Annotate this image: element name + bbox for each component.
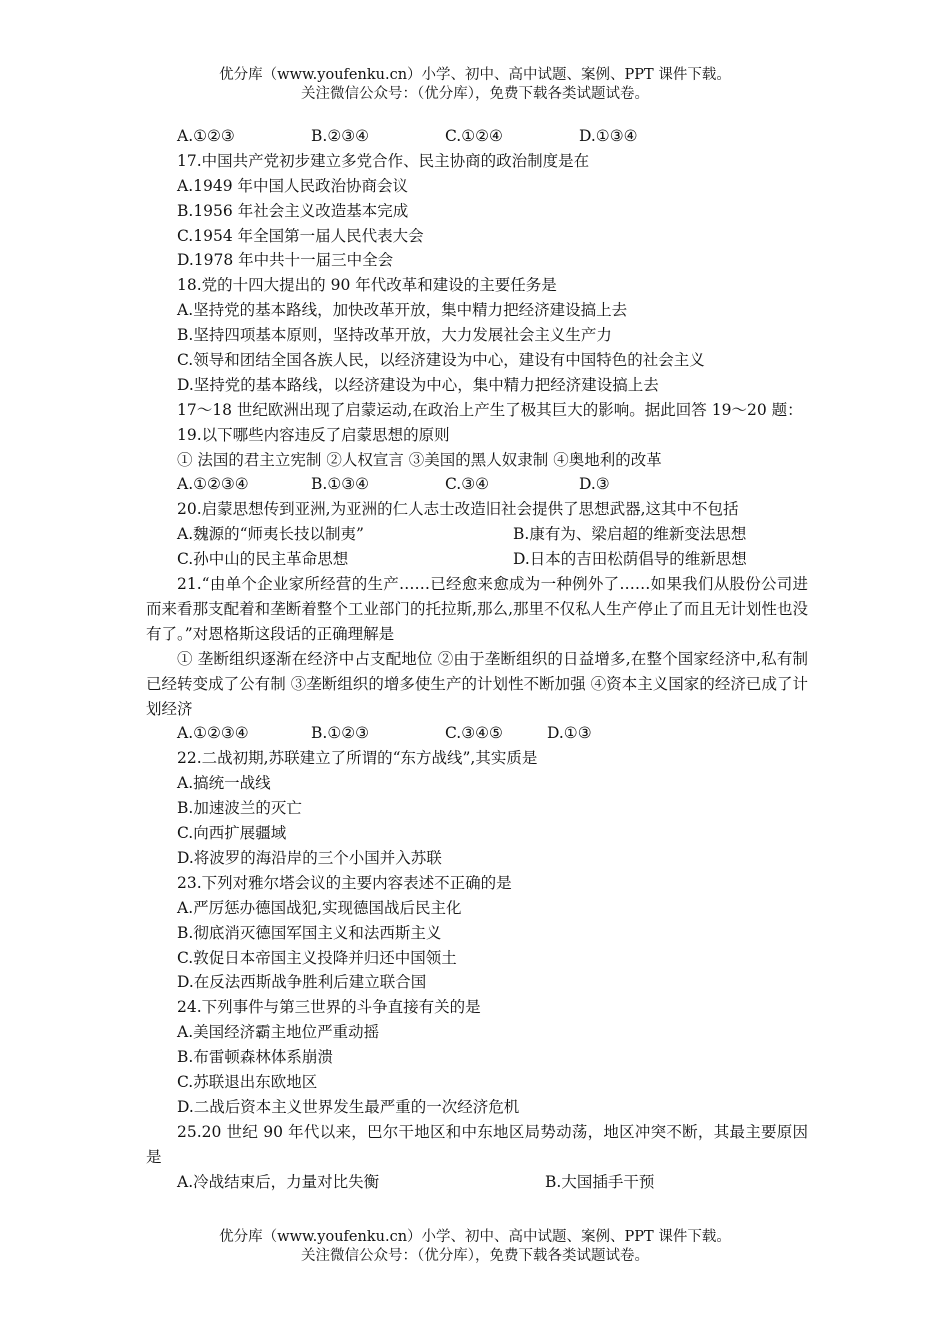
q16-options	[146, 124, 808, 149]
q25-option-b: B.大国插手干预	[545, 1172, 655, 1191]
q19-option-a: A.①②③④	[177, 475, 249, 494]
exam-content	[146, 124, 808, 1194]
header-line-1: 优分库（www.youfenku.cn）小学、初中、高中试题、案例、PPT 课件下载。	[219, 67, 731, 83]
q18-option-b: B.坚持四项基本原则，坚持改革开放，大力发展社会主义生产力	[177, 326, 612, 345]
q20-options-row-2	[146, 547, 808, 572]
q16-option-a: A.①②③	[177, 127, 235, 145]
q23-option-d: D.在反法西斯战争胜利后建立联合国	[177, 973, 427, 992]
q23-stem: 23.下列对雅尔塔会议的主要内容表述不正确的是	[177, 873, 512, 892]
q22-option-b: B.加速波兰的灭亡	[177, 799, 302, 818]
q19-option-b: B.①③④	[311, 475, 370, 494]
q21-options	[146, 721, 808, 746]
q24-option-a: A.美国经济霸主地位严重动摇	[177, 1023, 380, 1042]
q19-options	[146, 472, 808, 497]
q18-stem: 18.党的十四大提出的 90 年代改革和建设的主要任务是	[177, 276, 557, 295]
q25-option-a: A.冷战结束后，力量对比失衡	[177, 1172, 380, 1191]
q24-option-d: D.二战后资本主义世界发生最严重的一次经济危机	[177, 1097, 520, 1116]
q16-option-c: C.①②④	[445, 127, 503, 145]
q19-items: ① 法国的君主立宪制 ②人权宣言 ③美国的黑人奴隶制 ④奥地利的改革	[177, 450, 662, 469]
q19-option-d: D.③	[579, 475, 610, 494]
q20-option-b: B.康有为、梁启超的维新变法思想	[513, 525, 747, 544]
q22-option-c: C.向西扩展疆域	[177, 824, 287, 843]
q20-option-c: C.孙中山的民主革命思想	[177, 550, 349, 569]
q22-option-d: D.将波罗的海沿岸的三个小国并入苏联	[177, 848, 442, 867]
q21-option-d: D.①③	[547, 724, 592, 743]
q21-option-c: C.③④⑤	[445, 724, 503, 743]
q21-stem: 21.“由单个企业家所经营的生产……已经愈来愈成为一种例外了……如果我们从股份公司进而来看那支配着和垄断着整个工业部门的托拉斯,那么,那里不仅私人生产停止了而且无计划性也没有了。”对恩格斯这段话的正确理解是	[146, 575, 808, 643]
footer-line-1: 优分库（www.youfenku.cn）小学、初中、高中试题、案例、PPT 课件下载。	[219, 1229, 731, 1245]
q23-option-c: C.敦促日本帝国主义投降并归还中国领土	[177, 948, 457, 967]
page-header	[0, 66, 950, 104]
q20-option-d: D.日本的吉田松荫倡导的维新思想	[513, 550, 747, 569]
q17-option-d: D.1978 年中共十一届三中全会	[177, 251, 394, 270]
q23-option-a: A.严厉惩办德国战犯,实现德国战后民主化	[177, 898, 462, 917]
q25-stem: 25.20 世纪 90 年代以来，巴尔干地区和中东地区局势动荡，地区冲突不断，其最主要原因是	[146, 1122, 808, 1166]
q24-option-b: B.布雷顿森林体系崩溃	[177, 1048, 333, 1067]
q18-option-a: A.坚持党的基本路线，加快改革开放，集中精力把经济建设搞上去	[177, 301, 628, 320]
q23-option-b: B.彻底消灭德国军国主义和法西斯主义	[177, 923, 442, 942]
q20-options-row-1	[146, 522, 808, 547]
q18-option-c: C.领导和团结全国各族人民，以经济建设为中心，建设有中国特色的社会主义	[177, 351, 705, 370]
q20-option-a: A.魏源的“师夷长技以制夷”	[177, 525, 364, 544]
q16-option-d: D.①③④	[579, 127, 638, 145]
q22-option-a: A.搞统一战线	[177, 774, 271, 793]
q22-stem: 22.二战初期,苏联建立了所谓的“东方战线”,其实质是	[177, 749, 538, 768]
page-footer	[0, 1228, 950, 1266]
q19-stem: 19.以下哪些内容违反了启蒙思想的原则	[177, 425, 450, 444]
q21-option-b: B.①②③	[311, 724, 370, 743]
q24-option-c: C.苏联退出东欧地区	[177, 1072, 318, 1091]
footer-line-2: 关注微信公众号：（优分库），免费下载各类试题试卷。	[301, 1248, 649, 1264]
q21-items: ① 垄断组织逐渐在经济中占支配地位 ②由于垄断组织的日益增多,在整个国家经济中,私有制已经转变成了公有制 ③垄断组织的增多使生产的计划性不断加强 ④资本主义国家的经济已成了计划经济	[146, 649, 808, 718]
q17-option-a: A.1949 年中国人民政治协商会议	[177, 176, 408, 195]
header-line-2: 关注微信公众号：（优分库），免费下载各类试题试卷。	[301, 86, 649, 102]
q18-option-d: D.坚持党的基本路线，以经济建设为中心，集中精力把经济建设搞上去	[177, 375, 659, 394]
q19-option-c: C.③④	[445, 475, 490, 494]
q17-option-c: C.1954 年全国第一届人民代表大会	[177, 226, 424, 245]
intro-19-20: 17～18 世纪欧洲出现了启蒙运动,在政治上产生了极其巨大的影响。据此回答 19～20 题：	[177, 400, 803, 419]
q16-option-b: B.②③④	[311, 127, 370, 145]
q20-stem: 20.启蒙思想传到亚洲,为亚洲的仁人志士改造旧社会提供了思想武器,这其中不包括	[177, 500, 739, 519]
q17-option-b: B.1956 年社会主义改造基本完成	[177, 201, 409, 220]
q24-stem: 24.下列事件与第三世界的斗争直接有关的是	[177, 998, 481, 1017]
q17-stem: 17.中国共产党初步建立多党合作、民主协商的政治制度是在	[177, 151, 590, 170]
q21-option-a: A.①②③④	[177, 724, 249, 743]
q25-options-row-1	[146, 1170, 808, 1195]
